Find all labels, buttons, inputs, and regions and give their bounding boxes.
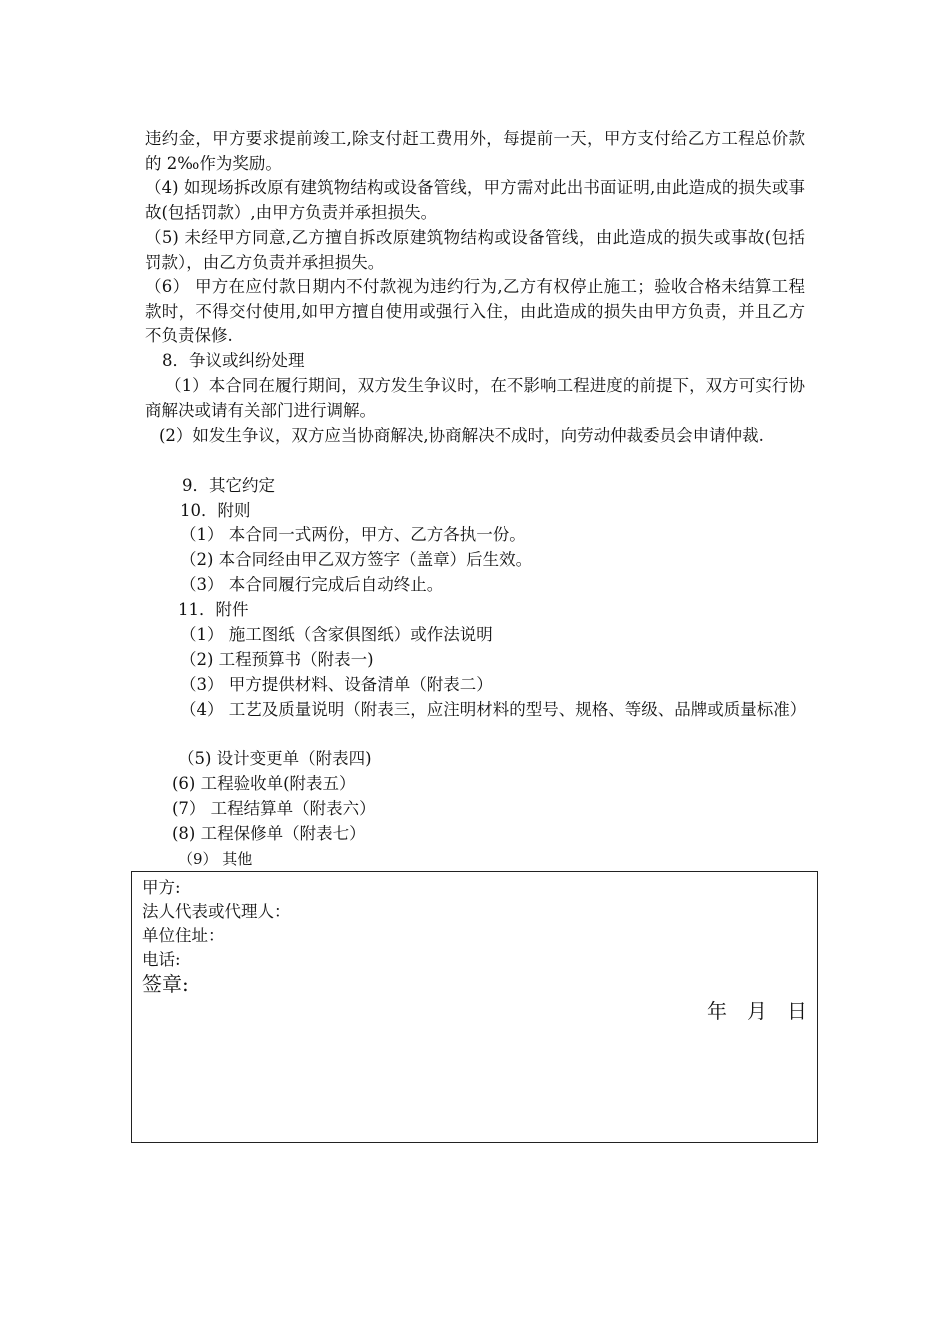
attachment-item: （9） 其他: [178, 850, 253, 868]
date-label: 年 月 日: [707, 999, 807, 1023]
clause-4: （4) 如现场拆改原有建筑物结构或设备管线，甲方需对此出书面证明,由此造成的损失或事故(包括罚款）,由甲方负责并承担损失。: [145, 178, 805, 222]
clause-6: （6） 甲方在应付款日期内不付款视为违约行为,乙方有权停止施工；验收合格未结算工程款时，不得交付使用,如甲方擅自使用或强行入住，由此造成的损失由甲方负责，并且乙方不负责保修.: [145, 277, 805, 345]
section-8-item-2: (2）如发生争议，双方应当协商解决,协商解决不成时，向劳动仲裁委员会申请仲裁.: [159, 426, 764, 445]
section-10-heading: 10．附则: [180, 501, 251, 520]
section-10-item: （2) 本合同经由甲乙双方签字（盖章）后生效。: [180, 550, 533, 569]
section-8-heading: 8．争议或纠纷处理: [162, 351, 305, 370]
party-a-label: 甲方:: [142, 878, 181, 897]
section-11-heading: 11．附件: [178, 600, 249, 619]
clause-penalty-bonus: 违约金，甲方要求提前竣工,除支付赶工费用外，每提前一天，甲方支付给乙方工程总价款的 2‰作为奖励。: [145, 129, 805, 173]
attachment-item: （3） 甲方提供材料、设备清单（附表二）: [180, 675, 493, 694]
signature-box: [131, 871, 818, 1143]
section-8-item-1: （1）本合同在履行期间，双方发生争议时，在不影响工程进度的前提下，双方可实行协商解决或请有关部门进行调解。: [145, 376, 805, 420]
section-10-item: （1） 本合同一式两份，甲方、乙方各执一份。: [180, 525, 526, 544]
section-10-item: （3） 本合同履行完成后自动终止。: [180, 575, 444, 594]
address-label: 单位住址：: [142, 926, 225, 945]
attachment-item: （1） 施工图纸（含家俱图纸）或作法说明: [180, 625, 493, 644]
phone-label: 电话:: [142, 950, 181, 969]
seal-label: 签章:: [142, 972, 189, 996]
attachment-item: （5) 设计变更单（附表四): [178, 749, 372, 768]
section-9-heading: 9．其它约定: [182, 476, 275, 495]
attachment-item: (6) 工程验收单(附表五）: [172, 774, 356, 793]
attachment-item: (8) 工程保修单（附表七）: [172, 824, 366, 843]
attachment-item: （4） 工艺及质量说明（附表三，应注明材料的型号、规格、等级、品牌或质量标准）: [180, 700, 807, 719]
representative-label: 法人代表或代理人：: [142, 902, 291, 921]
attachment-item: （2) 工程预算书（附表一): [180, 650, 374, 669]
clause-5: （5) 未经甲方同意,乙方擅自拆改原建筑物结构或设备管线，由此造成的损失或事故(包括罚款），由乙方负责并承担损失。: [145, 228, 805, 272]
attachment-item: (7） 工程结算单（附表六）: [172, 799, 376, 818]
